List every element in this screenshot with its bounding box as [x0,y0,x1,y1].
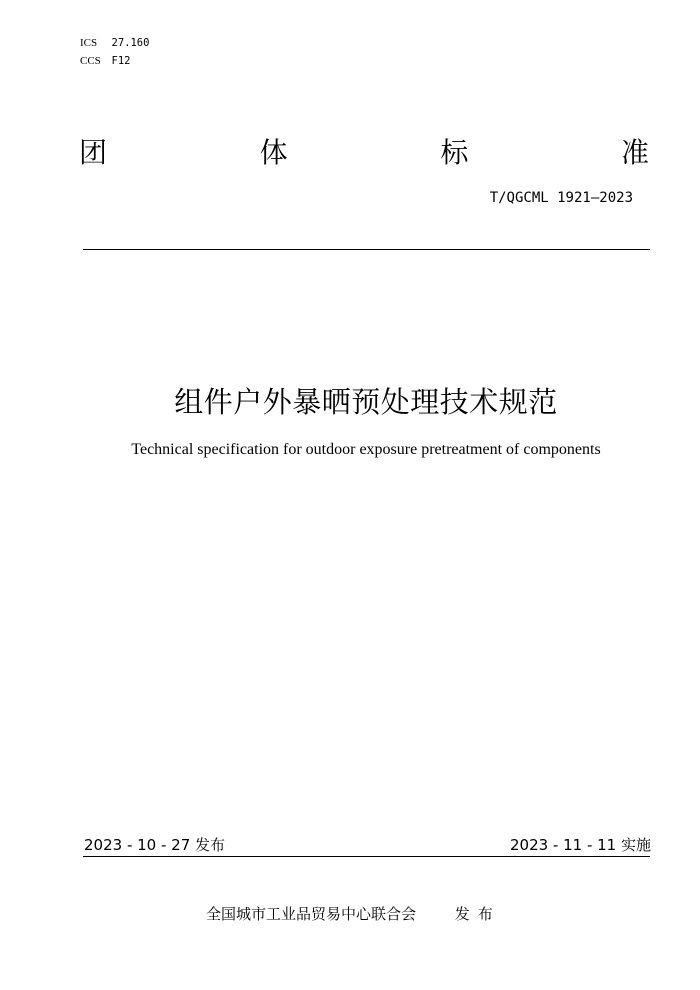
top-divider [83,249,650,250]
standard-type-char: 团 [79,136,108,169]
title-english: Technical specification for outdoor exposure pretreatment of components [131,441,601,458]
issue-date: 2023 - 10 - 27 发布 [84,836,226,854]
title-chinese: 组件户外暴晒预处理技术规范 [174,385,558,419]
standard-type-char: 标 [440,136,469,169]
standard-number: T/QGCML 1921—2023 [489,190,633,206]
ccs-value: F12 [111,55,131,67]
implementation-date: 2023 - 11 - 11 实施 [509,836,651,854]
standard-type-heading [79,133,649,173]
ics-code [80,34,149,52]
ics-label: ICS [80,37,98,49]
publisher-action: 发布 [454,905,501,923]
classification-codes [80,34,149,70]
publisher-line [206,903,501,924]
ics-value: 27.160 [111,37,150,49]
standard-type-char: 体 [259,136,288,169]
bottom-divider [83,856,650,857]
publisher-organization: 全国城市工业品贸易中心联合会 [206,905,417,923]
standard-type-char: 准 [620,136,649,169]
ccs-code [80,52,149,70]
ccs-label: CCS [80,55,101,67]
